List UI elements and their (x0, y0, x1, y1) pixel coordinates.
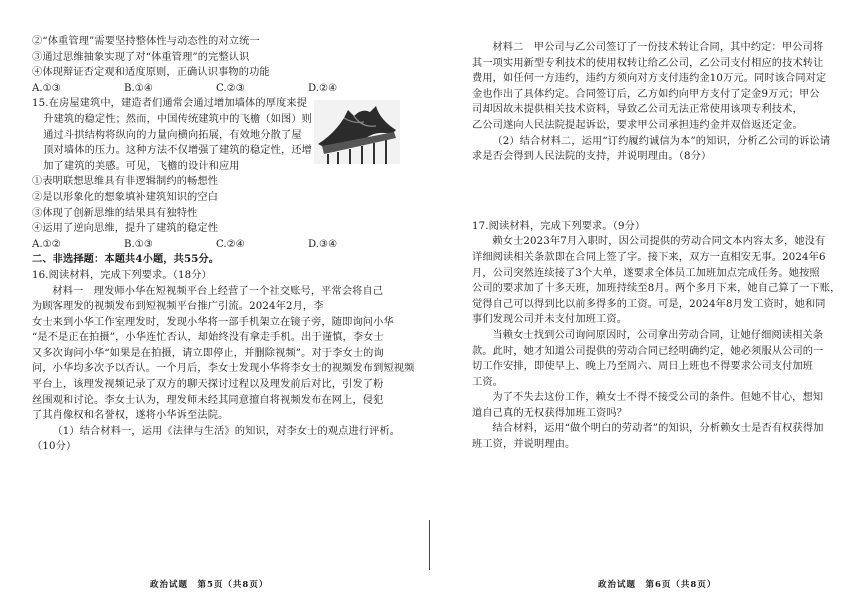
material-line: 金也作出了具体约定。合同签订后，乙方如约向甲方支付了定金9万元；甲公 (472, 88, 820, 100)
question-15 (32, 96, 416, 174)
q14-choice-c: C.②③ (216, 82, 245, 94)
paragraph-line: 工资。 (472, 376, 504, 388)
paragraph-line: 款。此时，她才知道公司提供的劳动合同已经明确约定，她必须服从公司的一 (472, 345, 824, 357)
q15-line: 15.在房屋建筑中，建造者们通常会通过增加墙体的厚度来提 (32, 98, 308, 110)
material-line: 又多次询问小华“如果是在拍摄，请立即停止，并删除视频”。对于李女士的询 (32, 347, 384, 359)
task-line: （2）结合材料二，运用“订约履约诚信为本”的知识，分析乙公司的诉讼请 (492, 135, 831, 147)
q15-choice-d: D.③④ (308, 238, 338, 250)
task-line: 求是否会得到人民法院的支持，并说明理由。（8分） (472, 151, 712, 163)
material-line: “是不是正在拍摄”，小华连忙否认，却始终没有拿走手机。出于谨慎，李女士 (32, 332, 384, 344)
q15-option-2: ②是以形象化的想象填补建筑知识的空白 (32, 191, 219, 203)
task-line: （1）结合材料一，运用《法律与生活》的知识，对李女士的观点进行评析。 (52, 425, 401, 437)
q15-line: 加了建筑的美感。可见，飞檐的设计和应用 (43, 160, 240, 172)
material-line: 材料二 甲公司与乙公司签订了一份技术转让合同，其中约定：甲公司将 (492, 42, 824, 53)
material-line: 乙公司遂向人民法院提起诉讼，要求甲公司承担违约金并双倍返还定金。 (472, 119, 803, 131)
q14-option-2: ②“体重管理”需要坚持整体性与动态性的对立统一 (32, 36, 260, 47)
q15-choice-a: A.①② (32, 238, 61, 250)
q14-option-4: ④体现辩证否定观和适度原则，正确认识事物的功能 (32, 67, 270, 79)
q14-choice-d: D.②④ (308, 82, 338, 94)
q17-task (472, 421, 838, 452)
q17-paragraph-2 (472, 328, 838, 390)
paragraph-line: 事们发现公司并未支付加班工资。 (472, 314, 628, 326)
q15-choice-b: B.①③ (124, 238, 153, 250)
q15-option-4: ④运用了逆向思维，提升了建筑的稳定性 (32, 223, 219, 235)
q16-task-1 (32, 424, 416, 455)
q17-header: 17.阅读材料，完成下列要求。（9分） (472, 220, 646, 232)
q16-task-2 (472, 134, 838, 165)
material-line: 女士来到小华工作室理发时，发现小华将一部手机架立在镜子旁，随即询问小华 (32, 316, 394, 328)
q14-choice-a: A.①③ (32, 82, 61, 94)
q15-choices (32, 237, 416, 253)
paragraph-line: 月，公司突然连续接了3个大单，遂要求全体员工加班加点完成任务。她按照 (472, 267, 820, 279)
q15-line: 顶对墙体的压力。这种方法不仅增强了建筑的稳定性，还增 (43, 145, 312, 157)
material-line: 丝围观和讨论。李女士认为，理发师未经其同意擅自将视频发布在网上，侵犯 (32, 394, 384, 406)
material-line: 了其肖像权和名誉权，遂将小华诉至法院。 (32, 410, 229, 422)
q16-header: 16.阅读材料，完成下列要求。（18分） (32, 269, 212, 281)
paragraph-line: 道自己真的无权获得加班工资吗？ (472, 407, 628, 419)
q14-option-3: ③通过思维抽象实现了对“体重管理”的完整认识 (32, 51, 250, 63)
paragraph-line: 详细阅读相关条款即在合同上签了字。接下来，双方一直相安无事。2024年6 (472, 251, 826, 263)
task-line: （10分） (32, 441, 77, 453)
q15-option-1: ①表明联想思维具有非逻辑制约的畅想性 (32, 176, 219, 188)
flying-eaves-image (314, 100, 400, 164)
q14-choices (32, 81, 416, 97)
q17-paragraph-1 (472, 234, 841, 328)
page-right (430, 0, 860, 612)
material-line: 材料一 理发师小华在短视频平台上经营了一个社交账号，平常会将自己 (52, 285, 384, 297)
task-line: 班工资，并说明理由。 (472, 439, 576, 451)
task-line: 结合材料，运用“做个明白的劳动者”的知识，分析赖女士是否有权获得加 (492, 423, 824, 435)
q15-choice-c: C.②④ (216, 238, 245, 250)
q15-options (32, 174, 416, 236)
material-line: 问，小华均多次予以否认。一个月后，李女士发现小华将李女士的视频发布到短视频 (32, 363, 415, 375)
page-footer-right: 政治试题 第6页（共8页） (598, 580, 717, 590)
q15-line: 通过斗拱结构将纵向的力量向横向拓展，有效地分散了屋 (43, 129, 302, 141)
paragraph-line: 公司的要求加了十多天班，加班持续至8月。两个多月下来，她自己算了一下账， (472, 283, 841, 295)
q15-line: 升建筑的稳定性；然而，中国传统建筑中的飞檐（如图）则 (43, 113, 312, 125)
section-heading: 二、非选择题：本题共4小题，共55分。 (32, 253, 220, 266)
material-line: 为顾客理发的视频发布到短视频平台推广引流。2024年2月，李 (32, 301, 324, 313)
material-line: 司却因故未提供相关技术资料，导致乙公司无法正常使用该项专利技术， (472, 104, 803, 116)
answer-space (472, 165, 838, 219)
page-footer-left: 政治试题 第5页（共8页） (150, 580, 269, 590)
material-line: 费用，如任何一方违约，违约方须向对方支付违约金10万元。同时该合同对定 (472, 73, 827, 85)
paragraph-line: 赖女士2023年7月入职时，因公司提供的劳动合同文本内容太多，她没有 (492, 236, 826, 248)
q14-choice-b: B.①④ (124, 82, 153, 94)
q14-options (32, 34, 416, 81)
paragraph-line: 切工作安排，即使早上、晚上乃至周六、周日上班也不得要求公司支付加班 (472, 361, 814, 373)
paragraph-line: 觉得自己可以得到比以前多得多的工资。可是，2024年8月发工资时，她和同 (472, 298, 826, 310)
paragraph-line: 当赖女士找到公司询问原因时，公司拿出劳动合同，让她仔细阅读相关条 (492, 329, 824, 341)
paragraph-line: 为了不失去这份工作，赖女士不得不接受公司的条件。但她不甘心，想知 (492, 392, 824, 404)
q17-paragraph-3 (472, 390, 838, 421)
q15-option-3: ③体现了创新思维的结果具有独特性 (32, 207, 198, 219)
q16-material-1 (32, 284, 416, 424)
q16-material-2 (472, 40, 838, 134)
material-line: 平台上，该理发视频记录了双方的聊天探讨过程以及理发前后对比，引发了粉 (32, 379, 384, 391)
material-line: 其一项实用新型专利技术的使用权转让给乙公司，乙公司支付相应的技术转让 (472, 57, 824, 69)
